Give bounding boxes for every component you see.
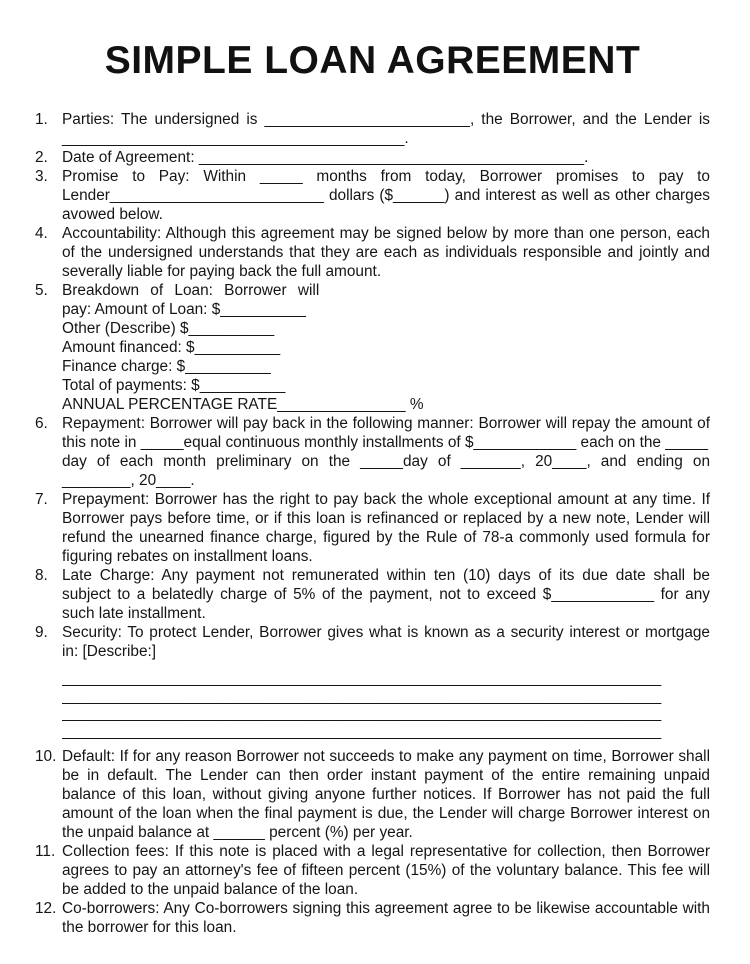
annual-percentage-rate-line: ANNUAL PERCENTAGE RATE_______________ % (62, 396, 424, 413)
item-body (62, 899, 710, 937)
item-6-repayment (35, 414, 710, 490)
breakdown-line: pay: Amount of Loan: $__________ (62, 301, 306, 318)
item-text: Collection fees: If this note is placed with a legal representative for collection, then Borrower agrees to pay an attorney's fee of fifteen percent (15%) of the voluntary balance. This fee will be added to the unpaid balance of the loan. (62, 843, 710, 898)
breakdown-line: Other (Describe) $__________ (62, 320, 275, 337)
item-10-default (35, 747, 710, 842)
item-11-collection-fees (35, 842, 710, 899)
item-number: 9. (35, 624, 48, 641)
item-number: 5. (35, 282, 48, 299)
item-text: Date of Agreement: _____________________________________________. (62, 149, 589, 166)
item-3-promise-to-pay (35, 167, 710, 224)
breakdown-line: Breakdown of Loan: Borrower will (62, 282, 320, 299)
item-body (62, 224, 710, 281)
item-body (62, 414, 710, 490)
item-body (62, 747, 710, 842)
item-text: Late Charge: Any payment not remunerated within ten (10) days of its due date shall be subject to a belatedly charge of 5% of the payment, not to exceed $____________ for any such late installment. (62, 567, 710, 622)
item-number: 3. (35, 168, 48, 185)
item-number: 1. (35, 111, 48, 128)
item-number: 4. (35, 225, 48, 242)
item-body (62, 842, 710, 899)
item-number: 10. (35, 748, 57, 765)
item-body (62, 623, 710, 747)
fill-line: ______________________________________________________________________ (62, 705, 662, 722)
items-list (35, 110, 710, 937)
item-text: Security: To protect Lender, Borrower gives what is known as a security interest or mortgage in: [Describe:] (62, 624, 710, 660)
item-text: Parties: The undersigned is ________________________, the Borrower, and the Lender is ________________________________________. (62, 111, 710, 147)
item-body (62, 148, 710, 167)
item-number: 7. (35, 491, 48, 508)
fill-line: ______________________________________________________________________ (62, 670, 662, 687)
item-number: 11. (35, 843, 56, 860)
item-12-co-borrowers (35, 899, 710, 937)
item-1-parties (35, 110, 710, 148)
item-8-late-charge (35, 566, 710, 623)
item-body (62, 281, 710, 414)
item-text: Prepayment: Borrower has the right to pay back the whole exceptional amount at any time. If Borrower pays before time, or if this loan is refinanced or replaced by a new note, Lender will refund the unearned finance charge, figured by the Rule of 78-a commonly used formula for figuring rebates on installment loans. (62, 491, 710, 565)
item-body (62, 490, 710, 566)
item-number: 6. (35, 415, 48, 432)
item-text: Co-borrowers: Any Co-borrowers signing this agreement agree to be likewise accountable with the borrower for this loan. (62, 900, 710, 936)
item-9-security (35, 623, 710, 747)
item-text: day of each month preliminary on the _____day of _______, 20____, and ending on ________, 20____. (62, 453, 710, 489)
item-text: Accountability: Although this agreement may be signed below by more than one person, each of the undersigned understands that they are each as individuals responsible and jointly and severally liable for paying back the full amount. (62, 225, 710, 280)
breakdown-line: Finance charge: $__________ (62, 358, 271, 375)
item-body (62, 110, 710, 148)
item-text: Default: If for any reason Borrower not succeeds to make any payment on time, Borrower shall be in default. The Lender can then order instant payment of the entire remaining unpaid balance of this loan, without giving anyone further notices. If Borrower has not paid the full amount of the loan when the final payment is due, the Lender will charge Borrower interest on the unpaid balance at ______ percent (%) per year. (62, 748, 710, 841)
breakdown-line: Amount financed: $__________ (62, 339, 281, 356)
item-body (62, 566, 710, 623)
item-5-breakdown-of-loan (35, 281, 710, 414)
describe-fill-lines (62, 670, 710, 740)
breakdown-line: Total of payments: $__________ (62, 377, 286, 394)
item-2-date-of-agreement (35, 148, 710, 167)
item-text: Promise to Pay: Within _____ months from today, Borrower promises to pay to Lender_________________________ dollars ($______) and interest as well as other charges avowed below. (62, 168, 710, 223)
item-number: 2. (35, 149, 48, 166)
fill-line: ______________________________________________________________________ (62, 687, 662, 705)
item-text: Repayment: Borrower will pay back in the following manner: Borrower will repay the amount of this note in _____equal continuous monthly installments of $____________ each on the _____ (62, 415, 710, 451)
item-number: 12. (35, 900, 57, 917)
item-body (62, 167, 710, 224)
fill-line: ______________________________________________________________________ (62, 722, 662, 740)
item-7-prepayment (35, 490, 710, 566)
item-number: 8. (35, 567, 48, 584)
item-4-accountability (35, 224, 710, 281)
document-title: SIMPLE LOAN AGREEMENT (104, 39, 641, 82)
